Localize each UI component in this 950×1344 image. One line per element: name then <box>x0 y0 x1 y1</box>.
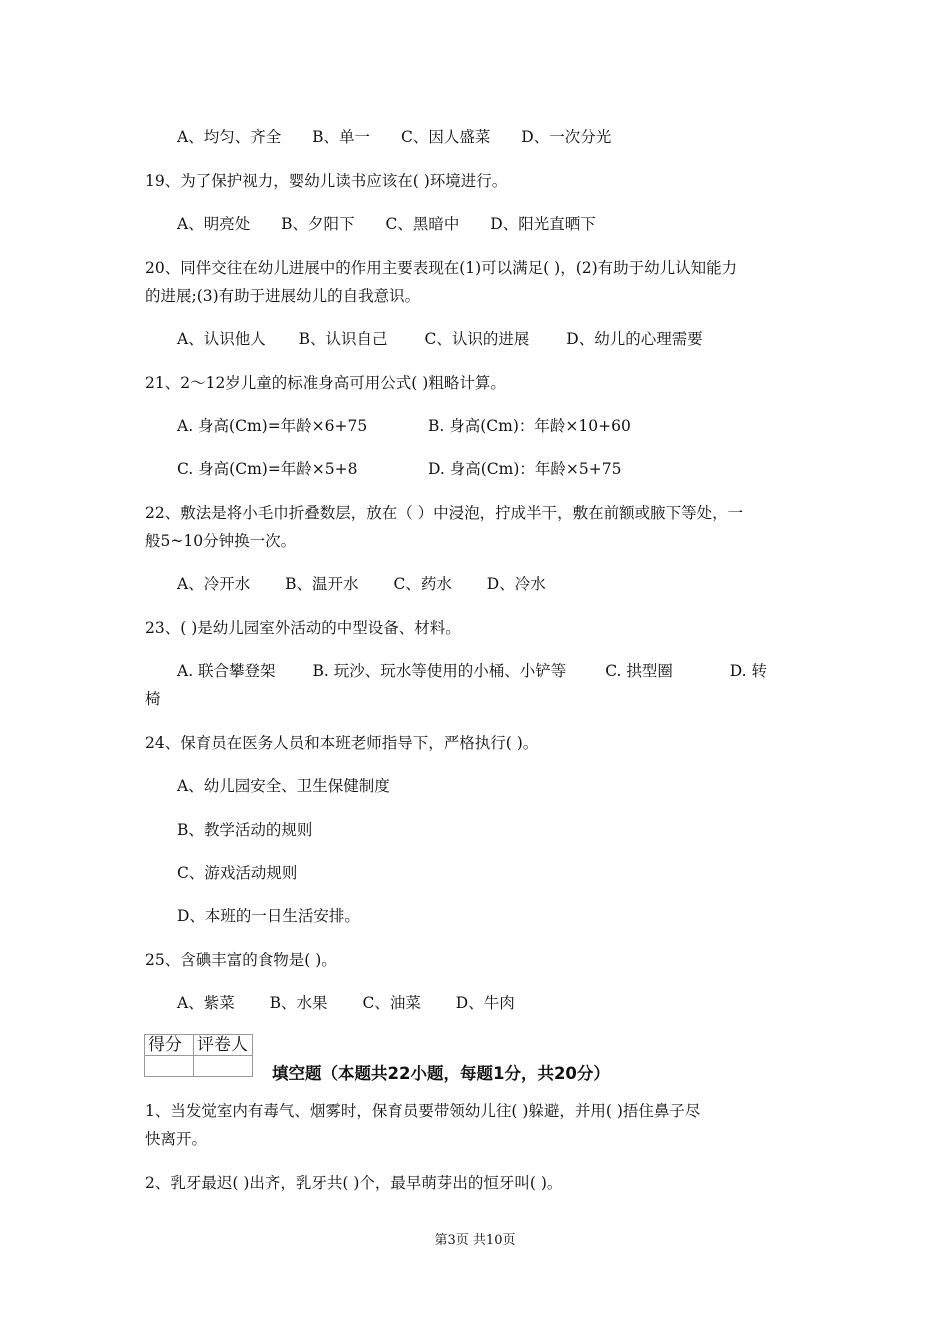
q25-option-c: C、油菜 <box>362 994 421 1012</box>
q22-option-d: D、冷水 <box>486 575 546 593</box>
grader-label: 评卷人 <box>194 1035 253 1056</box>
q20-options <box>177 329 847 349</box>
q24-option-c: C、游戏活动规则 <box>177 864 298 882</box>
q19-option-a: A、明亮处 <box>177 215 251 233</box>
score-label: 得分 <box>145 1035 194 1056</box>
q22-option-c: C、药水 <box>393 575 452 593</box>
q20-option-a: A、认识他人 <box>177 330 266 348</box>
q23-options <box>177 661 847 681</box>
score-box <box>144 1034 253 1077</box>
q18-options <box>177 127 847 147</box>
q20-option-b: B、认识自己 <box>298 330 388 348</box>
q23-option-b: B. 玩沙、玩水等使用的小桶、小铲等 <box>312 662 567 680</box>
q25-option-b: B、水果 <box>269 994 328 1012</box>
fill1-line2: 快离开。 <box>145 1130 208 1148</box>
q24-option-d: D、本班的一日生活安排。 <box>177 907 360 925</box>
q25-option-d: D、牛肉 <box>455 994 515 1012</box>
q23-stem: 23、( )是幼儿园室外活动的中型设备、材料。 <box>145 619 461 637</box>
score-cell[interactable] <box>145 1056 194 1077</box>
q20-stem-line1: 20、同伴交往在幼儿进展中的作用主要表现在(1)可以满足( )，(2)有助于幼儿认知能力 <box>145 259 738 277</box>
q24-stem: 24、保育员在医务人员和本班老师指导下，严格执行( )。 <box>145 734 539 752</box>
q18-option-b: B、单一 <box>312 128 371 146</box>
q22-stem-line2: 般5~10分钟换一次。 <box>145 532 297 550</box>
q18-option-a: A、均匀、齐全 <box>177 128 282 146</box>
q23-option-c: C. 拱型圈 <box>605 662 673 680</box>
q20-option-d: D、幼儿的心理需要 <box>566 330 703 348</box>
q22-option-b: B、温开水 <box>285 575 359 593</box>
page-footer: 第3页 共10页 <box>434 1233 516 1248</box>
q19-option-b: B、夕阳下 <box>281 215 355 233</box>
q22-options <box>177 574 847 594</box>
q24-option-a: A、幼儿园安全、卫生保健制度 <box>177 777 390 795</box>
q19-options <box>177 214 847 234</box>
q25-options <box>177 993 847 1013</box>
fill2-line1: 2、乳牙最迟( )出齐，乳牙共( )个，最早萌芽出的恒牙叫( )。 <box>145 1174 563 1192</box>
q19-option-c: C、黑暗中 <box>385 215 460 233</box>
q21-stem: 21、2～12岁儿童的标准身高可用公式( )粗略计算。 <box>145 374 506 392</box>
q23-option-a: A. 联合攀登架 <box>177 662 276 680</box>
q20-option-c: C、认识的进展 <box>424 330 530 348</box>
q20-stem-line2: 的进展;(3)有助于进展幼儿的自我意识。 <box>145 287 421 305</box>
q21-option-a: A. 身高(Cm)=年龄×6+75 <box>177 417 368 435</box>
q22-stem-line1: 22、敷法是将小毛巾折叠数层，放在（ ）中浸泡，拧成半干，敷在前额或腋下等处，一 <box>145 504 744 522</box>
q21-option-b: B. 身高(Cm)：年龄×10+60 <box>428 417 631 435</box>
q19-stem: 19、为了保护视力，婴幼儿读书应该在( )环境进行。 <box>145 172 508 190</box>
q23-option-d: D. 转 <box>729 662 768 680</box>
grader-cell[interactable] <box>194 1056 253 1077</box>
q22-option-a: A、冷开水 <box>177 575 251 593</box>
q21-option-d: D. 身高(Cm)：年龄×5+75 <box>428 460 622 478</box>
q18-option-c: C、因人盛菜 <box>400 128 491 146</box>
q23-option-d-wrap: 椅 <box>145 690 161 708</box>
q19-option-d: D、阳光直晒下 <box>490 215 596 233</box>
q18-option-d: D、一次分光 <box>521 128 612 146</box>
q21-option-c: C. 身高(Cm)=年龄×5+8 <box>177 460 358 478</box>
fill1-line1: 1、当发觉室内有毒气、烟雾时，保育员要带领幼儿往( )躲避，并用( )捂住鼻子尽 <box>145 1102 701 1120</box>
section-title: 填空题（本题共22小题，每题1分，共20分） <box>272 1064 610 1083</box>
q24-option-b: B、教学活动的规则 <box>177 821 313 839</box>
q25-option-a: A、紫菜 <box>177 994 235 1012</box>
q25-stem: 25、含碘丰富的食物是( )。 <box>145 951 337 969</box>
